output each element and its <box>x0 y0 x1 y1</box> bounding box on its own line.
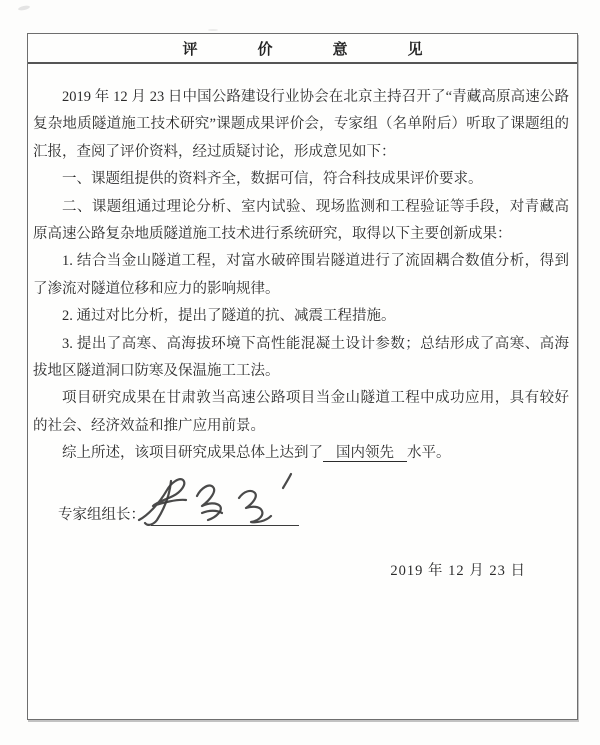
scan-smudge <box>208 29 218 31</box>
document-title: 评价意见 <box>182 41 483 58</box>
evaluation-document-frame <box>27 33 578 720</box>
paragraph-meeting-intro: 2019 年 12 月 23 日中国公路建设行业协会在北京主持召开了“青藏高原高速公路复杂地质隧道施工技术研究”课题成果评价会，专家组（名单附后）听取了课题组的汇报，查阅了评价资料，经过质疑讨论，形成意见如下： <box>33 89 569 160</box>
handwritten-signature <box>133 472 301 532</box>
document-body <box>28 64 577 585</box>
conclusion-prefix: 综上所述，该项目研究成果总体上达到了 <box>62 445 323 462</box>
paragraph-application: 项目研究成果在甘肃敦当高速公路项目当金山隧道工程中成功应用，具有较好的社会、经济效益和推广应用前景。 <box>33 390 569 434</box>
conclusion-suffix: 水平。 <box>407 445 451 462</box>
expert-leader-label: 专家组组长： <box>58 507 145 524</box>
paragraph-achievement-3: 3. 提出了高寒、高海拔环境下高性能混凝土设计参数；总结形成了高寒、高海拔地区隧道洞口防寒及保温施工工法。 <box>33 335 569 380</box>
scan-smudge <box>18 5 31 11</box>
document-header <box>28 34 577 64</box>
paragraph-achievement-2: 2. 通过对比分析，提出了隧道的抗、减震工程措施。 <box>62 308 396 325</box>
paragraph-point-2: 二、课题组通过理论分析、室内试验、现场监测和工程验证等手段，对青藏高原高速公路复杂地质隧道施工技术进行系统研究，取得以下主要创新成果： <box>33 198 569 243</box>
document-date: 2019 年 12 月 23 日 <box>390 562 526 579</box>
paragraph-point-1: 一、课题组提供的资料齐全，数据可信，符合科技成果评价要求。 <box>62 171 483 188</box>
paragraph-conclusion <box>33 440 569 467</box>
paragraph-achievement-1: 1. 结合当金山隧道工程，对富水破碎围岩隧道进行了流固耦合数值分析，得到了渗流对隧道位移和应力的影响规律。 <box>33 253 569 297</box>
rating-level-underlined: 国内领先 <box>323 445 407 462</box>
signature-row <box>33 478 569 540</box>
